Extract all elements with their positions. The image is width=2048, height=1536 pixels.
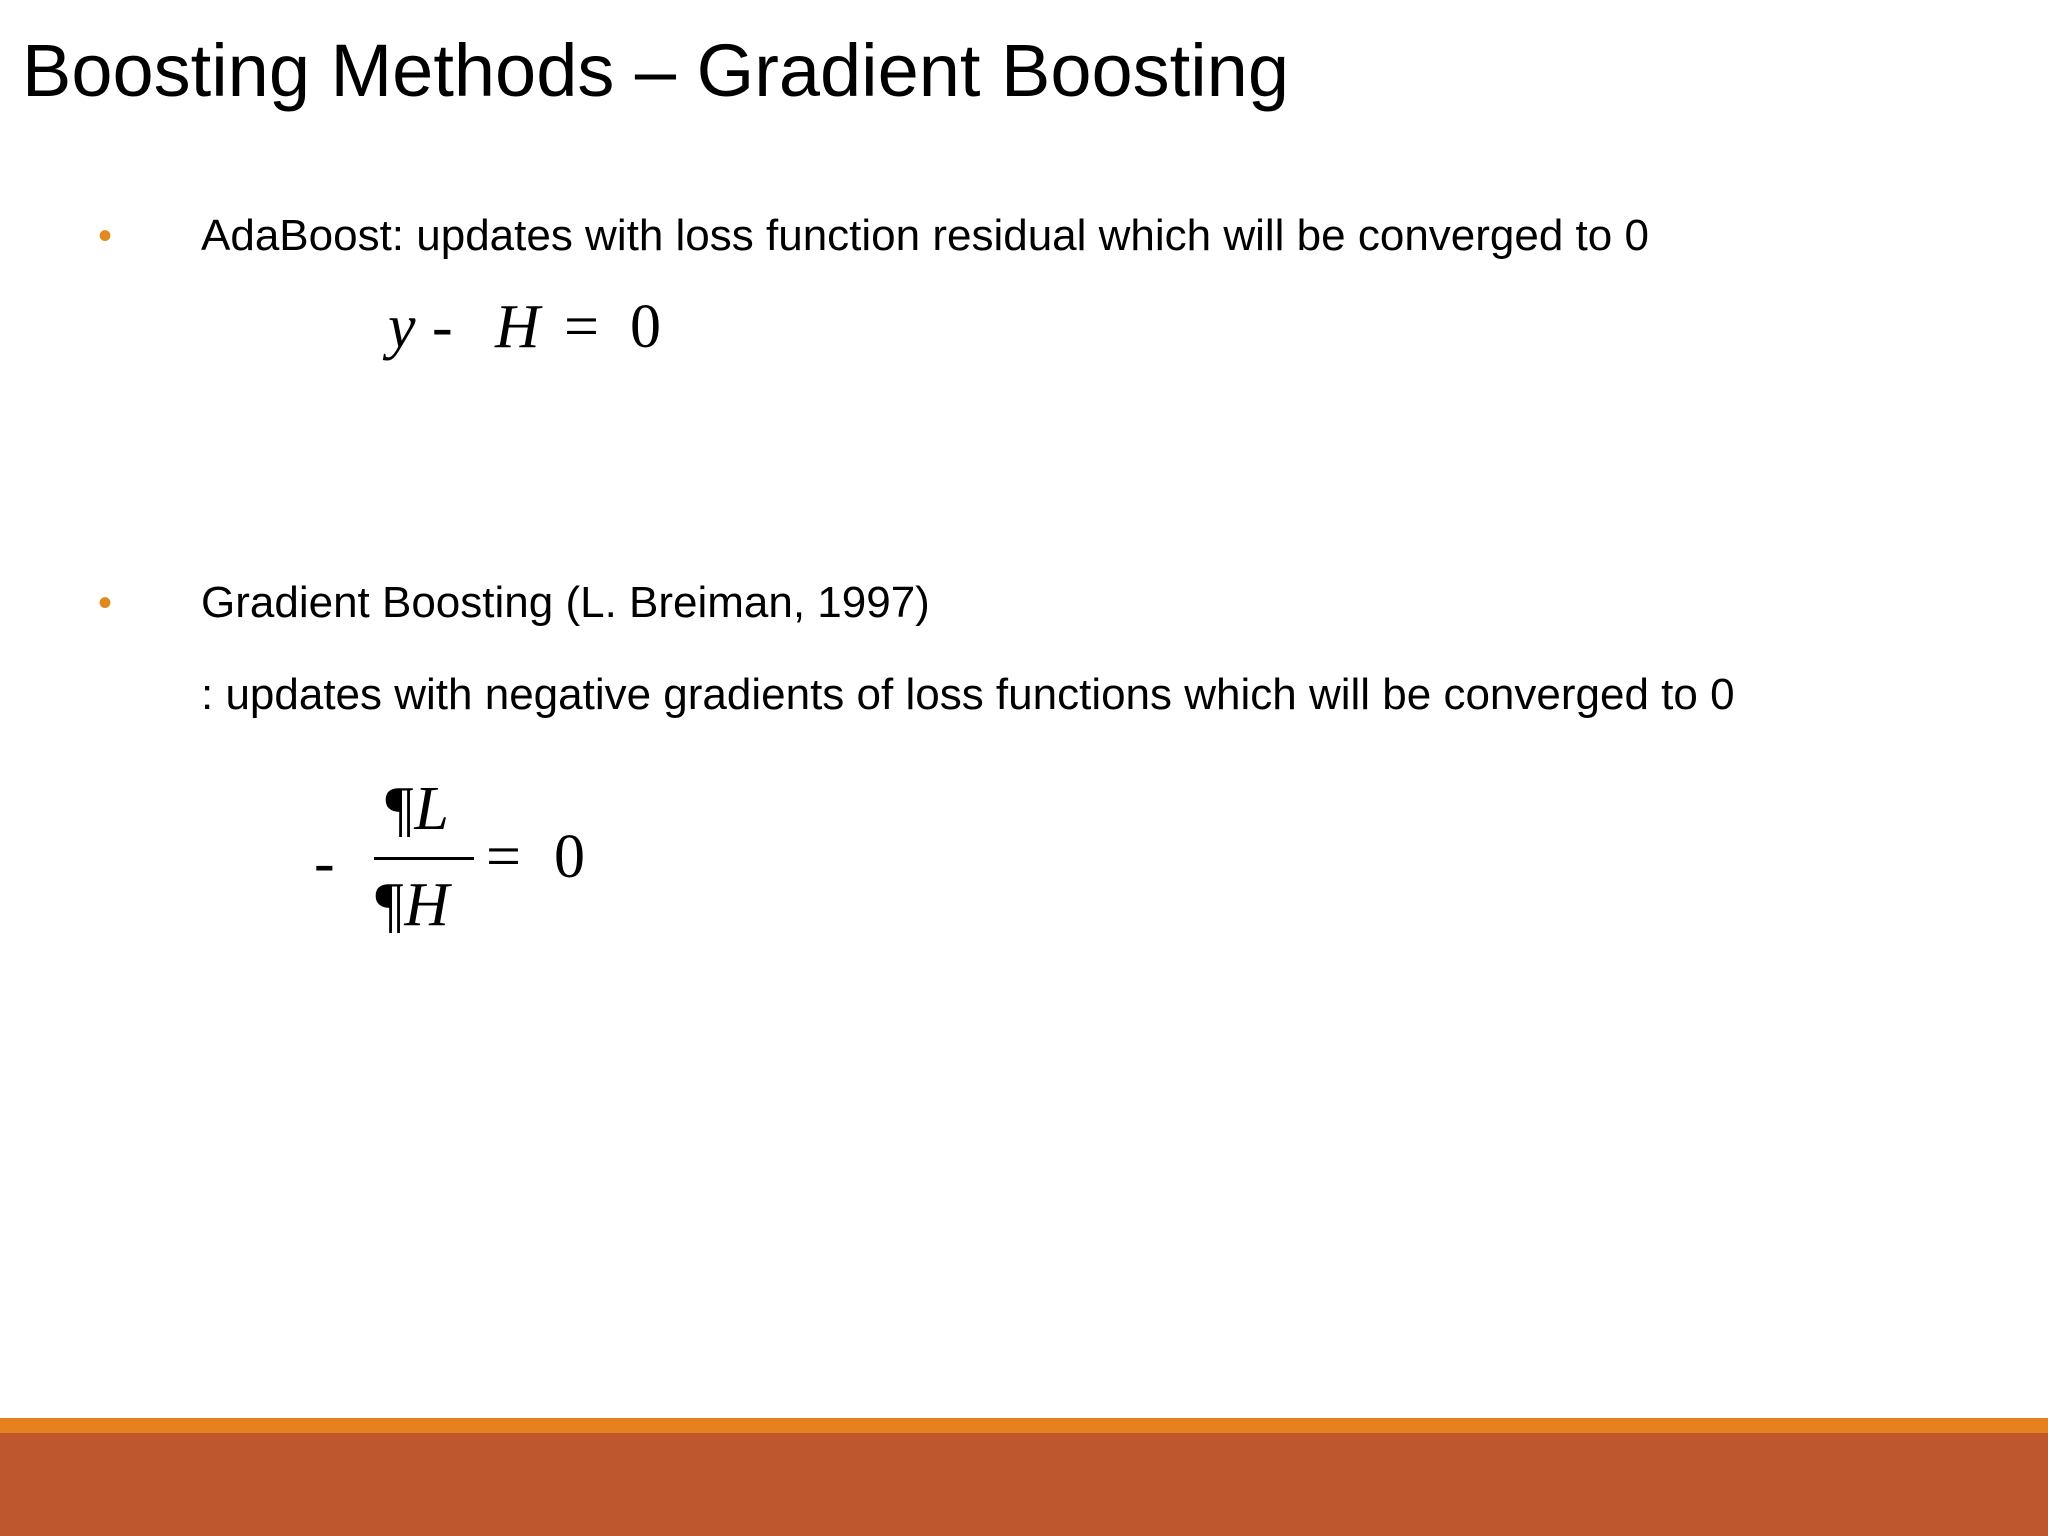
- formula-numerator: ¶L: [382, 775, 449, 843]
- formula-minus: -: [432, 293, 453, 361]
- bullet-text-gradient-boosting: Gradient Boosting (L. Breiman, 1997): [201, 578, 930, 627]
- footer-bar: [0, 1433, 2048, 1536]
- formula-y: y: [388, 293, 416, 361]
- gradient-formula: [0, 770, 2048, 940]
- formula-equals: =: [564, 293, 599, 361]
- bullet-marker: •: [98, 214, 113, 258]
- formula-equals: =: [486, 823, 521, 891]
- formula-zero: 0: [554, 823, 585, 891]
- bullet-text-adaboost: AdaBoost: updates with loss function residual which will be converged to 0: [201, 211, 1649, 260]
- slide-title: Boosting Methods – Gradient Boosting: [22, 29, 1289, 112]
- gradient-boosting-description: : updates with negative gradients of loss functions which will be converged to 0: [201, 670, 1735, 719]
- formula-minus: -: [314, 829, 335, 897]
- formula-H: H: [495, 293, 540, 361]
- footer-accent-line: [0, 1418, 2048, 1433]
- formula-zero: 0: [630, 293, 661, 361]
- adaboost-formula: [0, 293, 2048, 386]
- fraction-bar: [374, 857, 474, 860]
- bullet-item-gradient-boosting: [0, 573, 2048, 633]
- bullet-item-adaboost: [0, 206, 2048, 266]
- bullet-marker: •: [98, 581, 113, 625]
- formula-denominator: ¶H: [372, 871, 450, 939]
